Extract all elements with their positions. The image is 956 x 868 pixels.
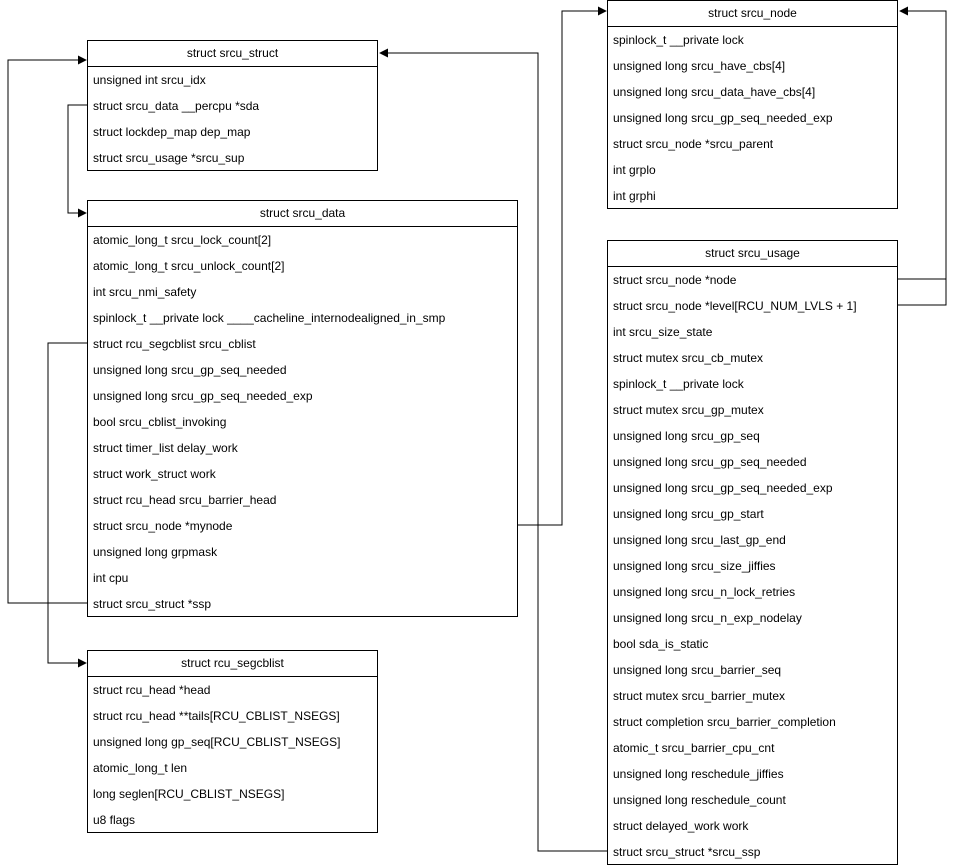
srcu-data-field: struct rcu_segcblist srcu_cblist bbox=[93, 337, 256, 351]
srcu-struct-field: struct srcu_data __percpu *sda bbox=[93, 99, 260, 113]
srcu-usage-field: unsigned long srcu_last_gp_end bbox=[613, 533, 786, 547]
rcu-segcblist-field: atomic_long_t len bbox=[93, 761, 188, 775]
srcu-usage-field: struct srcu_struct *srcu_ssp bbox=[613, 845, 761, 859]
srcu-node-field: int grphi bbox=[613, 189, 656, 203]
srcu-struct-field: unsigned int srcu_idx bbox=[93, 73, 206, 87]
srcu-data-field: unsigned long srcu_gp_seq_needed_exp bbox=[93, 389, 313, 403]
srcu-usage-title: struct srcu_usage bbox=[608, 241, 897, 267]
srcu-usage-field: unsigned long reschedule_jiffies bbox=[613, 767, 784, 781]
srcu-data-field: struct srcu_struct *ssp bbox=[93, 597, 212, 611]
srcu-data-field: unsigned long srcu_gp_seq_needed bbox=[93, 363, 287, 377]
rcu-segcblist-field: struct rcu_head *head bbox=[93, 683, 211, 697]
srcu-usage-box bbox=[607, 240, 898, 865]
srcu-usage-field: spinlock_t __private lock bbox=[613, 377, 744, 391]
srcu-data-field: unsigned long grpmask bbox=[93, 545, 218, 559]
srcu-usage-field: unsigned long srcu_gp_seq_needed_exp bbox=[613, 481, 833, 495]
srcu-data-field: struct rcu_head srcu_barrier_head bbox=[93, 493, 277, 507]
srcu-usage-field: struct mutex srcu_barrier_mutex bbox=[613, 689, 786, 703]
srcu-usage-field: unsigned long srcu_n_lock_retries bbox=[613, 585, 796, 599]
rcu-segcblist-title: struct rcu_segcblist bbox=[88, 651, 377, 677]
srcu-usage-field: struct mutex srcu_gp_mutex bbox=[613, 403, 764, 417]
srcu-node-field: unsigned long srcu_data_have_cbs[4] bbox=[613, 85, 816, 99]
rcu-segcblist-field: struct rcu_head **tails[RCU_CBLIST_NSEGS] bbox=[93, 709, 340, 723]
srcu-data-field: atomic_long_t srcu_lock_count[2] bbox=[93, 233, 272, 247]
srcu-usage-field: unsigned long srcu_gp_seq_needed bbox=[613, 455, 807, 469]
edge-mynode-to-srcu-node bbox=[518, 11, 606, 525]
srcu-usage-field: unsigned long srcu_gp_start bbox=[613, 507, 764, 521]
srcu-struct-title: struct srcu_struct bbox=[88, 41, 377, 67]
srcu-usage-field: struct srcu_node *node bbox=[613, 273, 737, 287]
srcu-usage-field: atomic_t srcu_barrier_cpu_cnt bbox=[613, 741, 775, 755]
srcu-data-field: struct timer_list delay_work bbox=[93, 441, 238, 455]
srcu-struct-box bbox=[87, 40, 378, 171]
srcu-data-title: struct srcu_data bbox=[88, 201, 517, 227]
srcu-node-field: spinlock_t __private lock bbox=[613, 33, 744, 47]
edge-level-to-node-line bbox=[898, 279, 946, 305]
srcu-usage-field: struct mutex srcu_cb_mutex bbox=[613, 351, 764, 365]
srcu-data-fields bbox=[88, 227, 517, 617]
rcu-segcblist-field: u8 flags bbox=[93, 813, 136, 827]
srcu-usage-field: bool sda_is_static bbox=[613, 637, 709, 651]
srcu-usage-field: unsigned long srcu_size_jiffies bbox=[613, 559, 776, 573]
srcu-node-fields bbox=[608, 27, 897, 209]
srcu-node-field: int grplo bbox=[613, 163, 656, 177]
srcu-data-box bbox=[87, 200, 518, 617]
srcu-data-field: atomic_long_t srcu_unlock_count[2] bbox=[93, 259, 285, 273]
rcu-segcblist-field: unsigned long gp_seq[RCU_CBLIST_NSEGS] bbox=[93, 735, 341, 749]
srcu-usage-field: struct completion srcu_barrier_completion bbox=[613, 715, 836, 729]
edge-sda-to-srcu-data bbox=[68, 105, 88, 213]
edge-cblist-to-rcu-segcblist bbox=[48, 343, 88, 663]
srcu-usage-field: struct delayed_work work bbox=[613, 819, 749, 833]
srcu-usage-field: int srcu_size_state bbox=[613, 325, 713, 339]
srcu-data-field: struct srcu_node *mynode bbox=[93, 519, 233, 533]
srcu-data-field: int cpu bbox=[93, 571, 129, 585]
srcu-usage-field: unsigned long srcu_n_exp_nodelay bbox=[613, 611, 802, 625]
srcu-usage-fields bbox=[608, 267, 897, 865]
srcu-usage-field: struct srcu_node *level[RCU_NUM_LVLS + 1] bbox=[613, 299, 857, 313]
rcu-segcblist-field: long seglen[RCU_CBLIST_NSEGS] bbox=[93, 787, 285, 801]
srcu-usage-field: unsigned long reschedule_count bbox=[613, 793, 786, 807]
srcu-struct-field: struct srcu_usage *srcu_sup bbox=[93, 151, 245, 165]
srcu-struct-field: struct lockdep_map dep_map bbox=[93, 125, 251, 139]
srcu-data-field: bool srcu_cblist_invoking bbox=[93, 415, 227, 429]
srcu-node-box bbox=[607, 0, 898, 209]
srcu-node-field: struct srcu_node *srcu_parent bbox=[613, 137, 774, 151]
rcu-segcblist-box bbox=[87, 650, 378, 833]
srcu-usage-field: unsigned long srcu_barrier_seq bbox=[613, 663, 782, 677]
edge-node-to-srcu-node bbox=[898, 11, 946, 279]
rcu-segcblist-fields bbox=[88, 677, 377, 833]
srcu-usage-field: unsigned long srcu_gp_seq bbox=[613, 429, 760, 443]
srcu-data-field: struct work_struct work bbox=[93, 467, 216, 481]
srcu-data-field: int srcu_nmi_safety bbox=[93, 285, 197, 299]
srcu-data-field: spinlock_t __private lock ____cacheline_internodealigned_in_smp bbox=[93, 311, 446, 325]
srcu-struct-fields bbox=[88, 67, 377, 171]
srcu-node-title: struct srcu_node bbox=[608, 1, 897, 27]
srcu-node-field: unsigned long srcu_have_cbs[4] bbox=[613, 59, 786, 73]
srcu-node-field: unsigned long srcu_gp_seq_needed_exp bbox=[613, 111, 833, 125]
